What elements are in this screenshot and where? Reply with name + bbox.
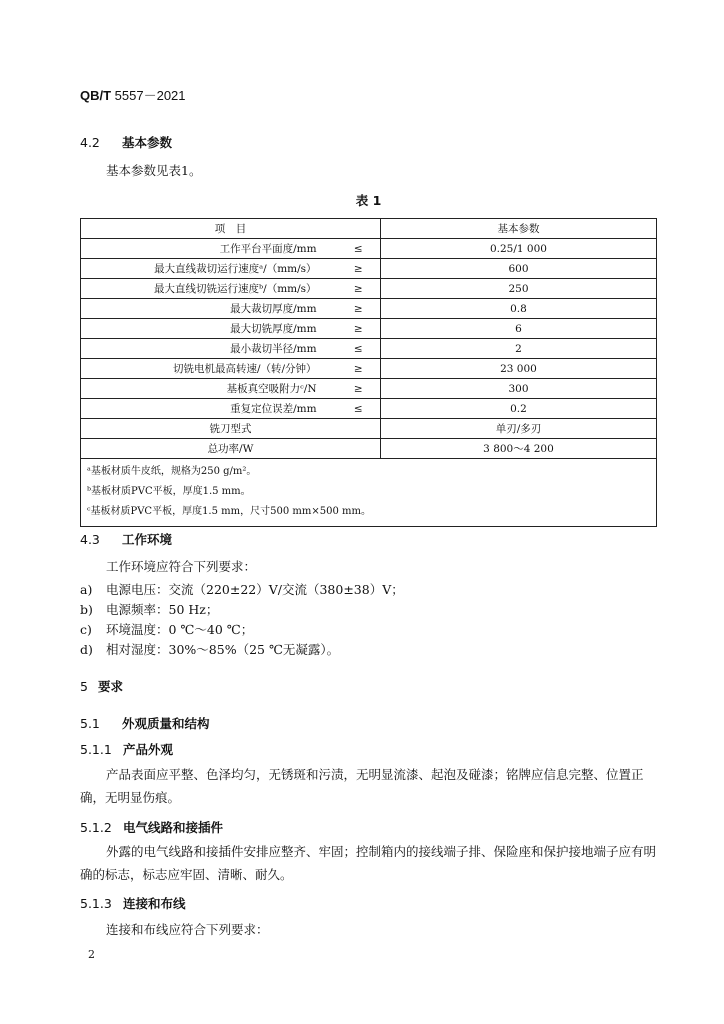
table-caption: 表 1 <box>355 193 382 208</box>
row-symbol: ≤ <box>337 339 381 359</box>
row-label: 最大直线切铣运行速度ᵇ/（mm/s） <box>81 279 337 299</box>
header-item: 项 目 <box>81 219 381 239</box>
section-number: 5.1.2 <box>80 820 112 835</box>
section-title: 基本参数 <box>122 135 173 150</box>
row-value: 300 <box>380 379 656 399</box>
list-text: 相对湿度：30%～85%（25 ℃无凝露）。 <box>106 642 340 657</box>
section-5-1-1-body: 产品表面应平整、色泽均匀，无锈斑和污渍，无明显流漆、起泡及碰漆；铭牌应信息完整、位置正确，无明显伤痕。 <box>80 767 644 805</box>
list-marker: c) <box>80 622 92 637</box>
list-text: 电源频率：50 Hz； <box>106 602 219 617</box>
row-symbol: ≥ <box>337 359 381 379</box>
section-5-1-3-heading <box>80 894 186 912</box>
list-item <box>80 640 339 658</box>
table-row <box>81 299 657 319</box>
row-value: 2 <box>380 339 656 359</box>
table-row <box>81 439 657 459</box>
section-4-3-heading <box>80 530 172 548</box>
section-title: 电气线路和接插件 <box>123 820 224 835</box>
row-value: 0.25/1 000 <box>380 239 656 259</box>
section-5-1-1-heading <box>80 740 173 758</box>
list-marker: b) <box>80 602 93 617</box>
table-row <box>81 399 657 419</box>
table-row <box>81 239 657 259</box>
list-marker: d) <box>80 642 93 657</box>
table-note: ᵃ基板材质牛皮纸，规格为250 g/m²。 <box>87 466 257 477</box>
table-row <box>81 379 657 399</box>
table-row <box>81 319 657 339</box>
standard-code <box>80 85 186 104</box>
table-row <box>81 339 657 359</box>
section-number: 5.1 <box>80 716 100 731</box>
row-symbol: ≤ <box>337 239 381 259</box>
header-value: 基本参数 <box>380 219 656 239</box>
table-row <box>81 419 657 439</box>
row-label: 总功率/W <box>81 439 381 459</box>
section-5-1-2-body: 外露的电气线路和接插件安排应整齐、牢固；控制箱内的接线端子排、保险座和保护接地端子应有明确的标志，标志应牢固、清晰、耐久。 <box>80 844 657 882</box>
standard-number: 5557－2021 <box>111 88 186 103</box>
row-value: 单刃/多刃 <box>380 419 656 439</box>
row-value: 3 800～4 200 <box>380 439 656 459</box>
table-row <box>81 279 657 299</box>
list-text: 电源电压：交流（220±22）V/交流（380±38）V； <box>106 582 404 597</box>
section-4-3-intro: 工作环境应符合下列要求： <box>106 559 257 574</box>
standard-prefix: QB/T <box>80 88 112 103</box>
row-symbol: ≥ <box>337 279 381 299</box>
section-5-1-3-body: 连接和布线应符合下列要求： <box>106 922 269 937</box>
section-4-2-intro: 基本参数见表1。 <box>106 163 202 178</box>
row-label: 最大切铣厚度/mm <box>81 319 337 339</box>
section-title: 工作环境 <box>122 532 173 547</box>
section-title: 要求 <box>98 679 124 694</box>
row-label: 最大直线裁切运行速度ᵃ/（mm/s） <box>81 259 337 279</box>
row-value: 600 <box>380 259 656 279</box>
row-value: 6 <box>380 319 656 339</box>
row-label: 重复定位误差/mm <box>81 399 337 419</box>
list-text: 环境温度：0 ℃～40 ℃； <box>106 622 254 637</box>
row-value: 0.2 <box>380 399 656 419</box>
table-row <box>81 359 657 379</box>
row-value: 23 000 <box>380 359 656 379</box>
section-number: 4.3 <box>80 532 100 547</box>
section-number: 5.1.1 <box>80 742 112 757</box>
section-title: 外观质量和结构 <box>122 716 210 731</box>
row-label: 最小裁切半径/mm <box>81 339 337 359</box>
table-header-row <box>81 219 657 239</box>
row-symbol: ≥ <box>337 299 381 319</box>
list-item <box>80 600 218 618</box>
table-note: ᶜ基板材质PVC平板，厚度1.5 mm，尺寸500 mm×500 mm。 <box>87 506 371 517</box>
section-5-1-2-heading <box>80 818 223 836</box>
section-number: 5.1.3 <box>80 896 112 911</box>
row-label: 工作平台平面度/mm <box>81 239 337 259</box>
row-value: 0.8 <box>380 299 656 319</box>
section-number: 5 <box>80 679 88 694</box>
row-label: 基板真空吸附力ᶜ/N <box>81 379 337 399</box>
section-number: 4.2 <box>80 135 100 150</box>
section-title: 连接和布线 <box>123 896 186 911</box>
section-4-2-heading <box>80 133 172 151</box>
table-notes <box>81 459 657 527</box>
row-label: 最大裁切厚度/mm <box>81 299 337 319</box>
row-label: 铣刀型式 <box>81 419 381 439</box>
parameter-table <box>80 218 657 527</box>
list-item <box>80 620 253 638</box>
section-title: 产品外观 <box>123 742 174 757</box>
list-marker: a) <box>80 582 93 597</box>
section-5-1-heading <box>80 714 210 732</box>
section-5-heading <box>80 677 123 695</box>
row-symbol: ≥ <box>337 259 381 279</box>
table-notes-row <box>81 459 657 527</box>
row-value: 250 <box>380 279 656 299</box>
table-row <box>81 259 657 279</box>
page-number: 2 <box>88 948 95 961</box>
row-symbol: ≥ <box>337 319 381 339</box>
list-item <box>80 580 404 598</box>
row-symbol: ≤ <box>337 399 381 419</box>
table-note: ᵇ基板材质PVC平板，厚度1.5 mm。 <box>87 486 251 497</box>
row-symbol: ≥ <box>337 379 381 399</box>
row-label: 切铣电机最高转速/（转/分钟） <box>81 359 337 379</box>
